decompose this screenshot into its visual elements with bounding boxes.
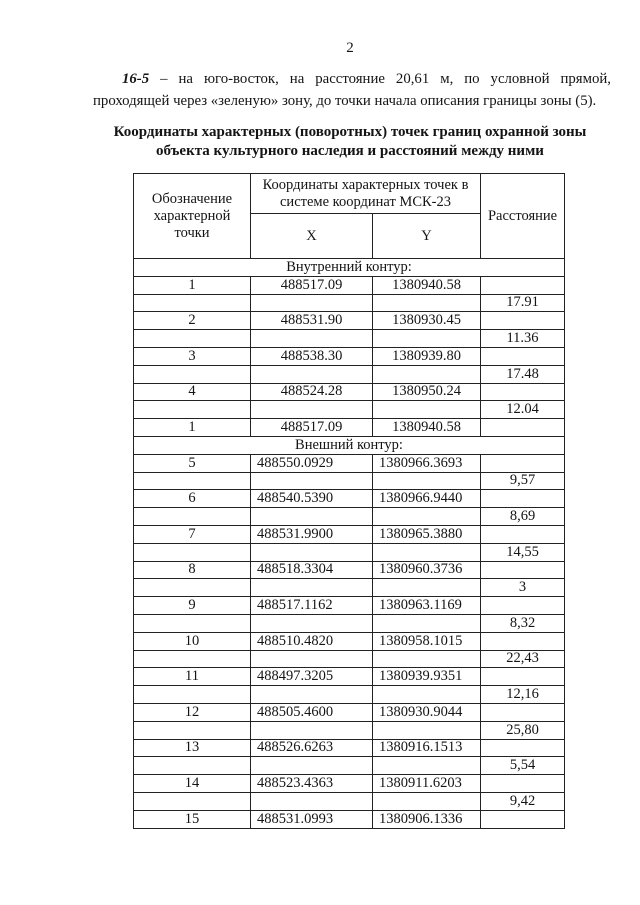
distance-row bbox=[134, 543, 565, 561]
distance-row bbox=[134, 365, 565, 383]
point-row bbox=[134, 775, 565, 793]
point-row bbox=[134, 668, 565, 686]
point-row bbox=[134, 383, 565, 401]
empty-cell bbox=[134, 294, 251, 312]
distance-value: 17.91 bbox=[481, 294, 565, 312]
empty-cell bbox=[373, 472, 481, 490]
point-id: 1 bbox=[134, 276, 251, 294]
empty-cell bbox=[251, 721, 373, 739]
header-distance: Расстояние bbox=[481, 174, 565, 259]
distance-cell bbox=[481, 632, 565, 650]
contour-header-row bbox=[134, 436, 565, 454]
point-row bbox=[134, 490, 565, 508]
empty-cell bbox=[373, 721, 481, 739]
point-row bbox=[134, 454, 565, 472]
coord-x: 488517.1162 bbox=[251, 597, 373, 615]
empty-cell bbox=[373, 294, 481, 312]
point-row bbox=[134, 525, 565, 543]
distance-cell bbox=[481, 775, 565, 793]
coord-x: 488526.6263 bbox=[251, 739, 373, 757]
distance-cell bbox=[481, 810, 565, 828]
empty-cell bbox=[373, 508, 481, 526]
empty-cell bbox=[134, 543, 251, 561]
contour-header-row bbox=[134, 259, 565, 277]
coord-y: 1380916.1513 bbox=[373, 739, 481, 757]
header-x: X bbox=[251, 214, 373, 259]
point-row bbox=[134, 419, 565, 437]
empty-cell bbox=[251, 757, 373, 775]
empty-cell bbox=[373, 579, 481, 597]
distance-cell bbox=[481, 454, 565, 472]
coord-y: 1380960.3736 bbox=[373, 561, 481, 579]
distance-value: 8,69 bbox=[481, 508, 565, 526]
empty-cell bbox=[134, 579, 251, 597]
point-id: 11 bbox=[134, 668, 251, 686]
point-row bbox=[134, 632, 565, 650]
distance-cell bbox=[481, 561, 565, 579]
point-id: 13 bbox=[134, 739, 251, 757]
empty-cell bbox=[373, 686, 481, 704]
distance-cell bbox=[481, 739, 565, 757]
distance-row bbox=[134, 721, 565, 739]
point-id: 8 bbox=[134, 561, 251, 579]
distance-cell bbox=[481, 490, 565, 508]
boundary-description-paragraph bbox=[93, 68, 611, 112]
distance-cell bbox=[481, 668, 565, 686]
distance-cell bbox=[481, 597, 565, 615]
point-id: 14 bbox=[134, 775, 251, 793]
distance-value: 22,43 bbox=[481, 650, 565, 668]
point-row bbox=[134, 347, 565, 365]
point-id: 9 bbox=[134, 597, 251, 615]
distance-value: 11.36 bbox=[481, 330, 565, 348]
point-id: 10 bbox=[134, 632, 251, 650]
contour-label: Внутренний контур: bbox=[134, 259, 565, 277]
empty-cell bbox=[251, 508, 373, 526]
empty-cell bbox=[373, 614, 481, 632]
point-row bbox=[134, 739, 565, 757]
distance-value: 12.04 bbox=[481, 401, 565, 419]
distance-row bbox=[134, 579, 565, 597]
distance-value: 9,57 bbox=[481, 472, 565, 490]
distance-row bbox=[134, 757, 565, 775]
distance-row bbox=[134, 614, 565, 632]
distance-row bbox=[134, 508, 565, 526]
coord-y: 1380966.9440 bbox=[373, 490, 481, 508]
coord-x: 488505.4600 bbox=[251, 703, 373, 721]
coord-x: 488540.5390 bbox=[251, 490, 373, 508]
empty-cell bbox=[251, 792, 373, 810]
distance-value: 3 bbox=[481, 579, 565, 597]
empty-cell bbox=[134, 472, 251, 490]
table-heading: Координаты характерных (поворотных) точек границ охранной зоны объекта культурного наследия и расстояний между ними bbox=[113, 124, 587, 159]
empty-cell bbox=[251, 686, 373, 704]
empty-cell bbox=[373, 543, 481, 561]
coord-x: 488518.3304 bbox=[251, 561, 373, 579]
coord-y: 1380940.58 bbox=[373, 419, 481, 437]
table-body bbox=[134, 259, 565, 829]
point-row bbox=[134, 703, 565, 721]
distance-row bbox=[134, 686, 565, 704]
empty-cell bbox=[251, 579, 373, 597]
coordinates-table bbox=[133, 173, 565, 829]
coord-x: 488517.09 bbox=[251, 276, 373, 294]
distance-row bbox=[134, 330, 565, 348]
empty-cell bbox=[251, 401, 373, 419]
empty-cell bbox=[251, 472, 373, 490]
distance-row bbox=[134, 650, 565, 668]
empty-cell bbox=[373, 365, 481, 383]
point-id: 15 bbox=[134, 810, 251, 828]
empty-cell bbox=[373, 650, 481, 668]
distance-cell bbox=[481, 347, 565, 365]
coord-y: 1380939.80 bbox=[373, 347, 481, 365]
contour-label: Внешний контур: bbox=[134, 436, 565, 454]
coord-y: 1380963.1169 bbox=[373, 597, 481, 615]
point-row bbox=[134, 312, 565, 330]
page-number: 2 bbox=[346, 40, 354, 56]
table-header-row bbox=[134, 174, 565, 214]
point-id: 2 bbox=[134, 312, 251, 330]
empty-cell bbox=[134, 330, 251, 348]
point-id: 1 bbox=[134, 419, 251, 437]
coord-x: 488517.09 bbox=[251, 419, 373, 437]
distance-value: 25,80 bbox=[481, 721, 565, 739]
distance-row bbox=[134, 401, 565, 419]
empty-cell bbox=[251, 543, 373, 561]
empty-cell bbox=[134, 508, 251, 526]
distance-value: 17.48 bbox=[481, 365, 565, 383]
point-id: 4 bbox=[134, 383, 251, 401]
point-id: 3 bbox=[134, 347, 251, 365]
empty-cell bbox=[373, 792, 481, 810]
empty-cell bbox=[373, 330, 481, 348]
point-id: 7 bbox=[134, 525, 251, 543]
header-point-designation: Обозначение характерной точки bbox=[134, 174, 251, 259]
empty-cell bbox=[251, 330, 373, 348]
distance-value: 5,54 bbox=[481, 757, 565, 775]
point-row bbox=[134, 810, 565, 828]
distance-cell bbox=[481, 276, 565, 294]
coord-y: 1380940.58 bbox=[373, 276, 481, 294]
distance-cell bbox=[481, 312, 565, 330]
point-id: 6 bbox=[134, 490, 251, 508]
empty-cell bbox=[134, 686, 251, 704]
coord-x: 488538.30 bbox=[251, 347, 373, 365]
empty-cell bbox=[134, 792, 251, 810]
point-row bbox=[134, 597, 565, 615]
empty-cell bbox=[134, 401, 251, 419]
empty-cell bbox=[251, 650, 373, 668]
distance-value: 9,42 bbox=[481, 792, 565, 810]
distance-cell bbox=[481, 525, 565, 543]
header-coordinates: Координаты характерных точек в системе координат МСК-23 bbox=[251, 174, 481, 214]
empty-cell bbox=[251, 614, 373, 632]
coord-y: 1380939.9351 bbox=[373, 668, 481, 686]
coord-y: 1380930.45 bbox=[373, 312, 481, 330]
coord-y: 1380966.3693 bbox=[373, 454, 481, 472]
empty-cell bbox=[373, 401, 481, 419]
empty-cell bbox=[134, 365, 251, 383]
empty-cell bbox=[251, 294, 373, 312]
coord-x: 488550.0929 bbox=[251, 454, 373, 472]
coord-y: 1380950.24 bbox=[373, 383, 481, 401]
distance-row bbox=[134, 472, 565, 490]
distance-value: 14,55 bbox=[481, 543, 565, 561]
distance-row bbox=[134, 792, 565, 810]
coord-x: 488531.9900 bbox=[251, 525, 373, 543]
coord-x: 488497.3205 bbox=[251, 668, 373, 686]
distance-value: 8,32 bbox=[481, 614, 565, 632]
empty-cell bbox=[373, 757, 481, 775]
empty-cell bbox=[251, 365, 373, 383]
point-id: 12 bbox=[134, 703, 251, 721]
header-y: Y bbox=[373, 214, 481, 259]
segment-label: 16-5 bbox=[122, 71, 150, 87]
coord-y: 1380958.1015 bbox=[373, 632, 481, 650]
distance-cell bbox=[481, 383, 565, 401]
coord-x: 488510.4820 bbox=[251, 632, 373, 650]
distance-cell bbox=[481, 703, 565, 721]
coord-x: 488523.4363 bbox=[251, 775, 373, 793]
point-row bbox=[134, 276, 565, 294]
distance-value: 12,16 bbox=[481, 686, 565, 704]
point-id: 5 bbox=[134, 454, 251, 472]
coord-y: 1380906.1336 bbox=[373, 810, 481, 828]
coord-y: 1380965.3880 bbox=[373, 525, 481, 543]
distance-row bbox=[134, 294, 565, 312]
coord-y: 1380930.9044 bbox=[373, 703, 481, 721]
empty-cell bbox=[134, 757, 251, 775]
segment-description: – на юго-восток, на расстояние 20,61 м, по условной прямой, проходящей через «зеленую» зону, до точки начала описания границы зоны (5). bbox=[93, 71, 611, 109]
coord-y: 1380911.6203 bbox=[373, 775, 481, 793]
distance-cell bbox=[481, 419, 565, 437]
empty-cell bbox=[134, 721, 251, 739]
coord-x: 488531.0993 bbox=[251, 810, 373, 828]
coord-x: 488531.90 bbox=[251, 312, 373, 330]
point-row bbox=[134, 561, 565, 579]
coord-x: 488524.28 bbox=[251, 383, 373, 401]
empty-cell bbox=[134, 650, 251, 668]
empty-cell bbox=[134, 614, 251, 632]
